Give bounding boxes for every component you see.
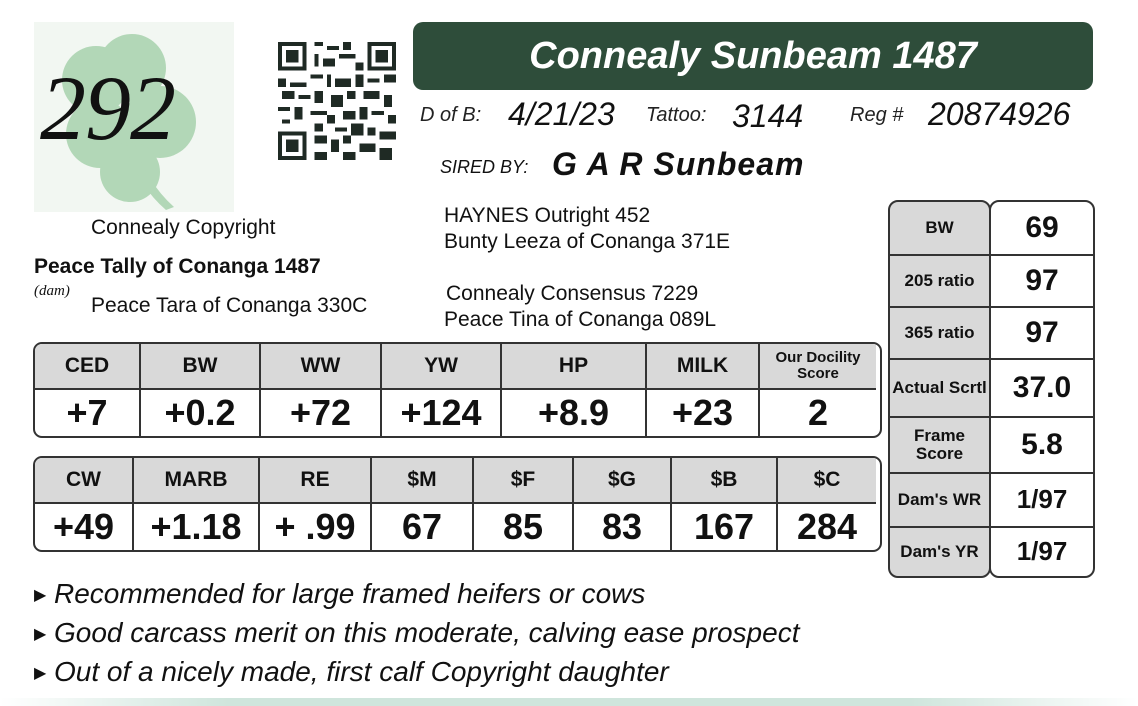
header-b: $B	[670, 458, 776, 502]
sire-name: G A R Sunbeam	[552, 146, 805, 182]
comment-item: ▶ Good carcass merit on this moderate, calving ease prospect	[34, 614, 799, 653]
dam-dam-dam: Peace Tina of Conanga 089L	[444, 308, 717, 331]
value-marb: +1.18	[132, 502, 258, 550]
label-actual-scrtl: Actual Scrtl	[890, 358, 989, 416]
dob-label: D of B:	[420, 104, 482, 126]
header-yw: YW	[380, 344, 500, 388]
header-f: $F	[472, 458, 572, 502]
value-m: 67	[370, 502, 472, 550]
header-docility: Our Docility Score	[758, 344, 876, 388]
bottom-divider	[0, 698, 1138, 706]
reg-label: Reg #	[850, 104, 904, 126]
triangle-right-icon: ▶	[34, 665, 47, 683]
value-g: 83	[572, 502, 670, 550]
header-hp: HP	[500, 344, 645, 388]
value-docility: 2	[758, 388, 876, 436]
sire-dam: Bunty Leeza of Conanga 371E	[444, 230, 731, 253]
value-365-ratio: 97	[991, 306, 1093, 358]
epd-table-1	[33, 342, 882, 438]
header-ww: WW	[259, 344, 380, 388]
value-dams-wr: 1/97	[991, 472, 1093, 526]
performance-values	[989, 200, 1095, 578]
epd-table-2-header	[35, 458, 880, 502]
lot-number: 292	[40, 57, 175, 159]
comments-list	[34, 575, 799, 692]
label-dams-yr: Dam's YR	[890, 526, 989, 576]
sired-by-label: SIRED BY:	[440, 157, 529, 177]
dob-value: 4/21/23	[508, 96, 615, 132]
value-b: 167	[670, 502, 776, 550]
epd-table-1-values	[35, 388, 880, 436]
label-205-ratio: 205 ratio	[890, 254, 989, 306]
header-re: RE	[258, 458, 370, 502]
dam-sire: Connealy Copyright	[91, 216, 276, 239]
performance-labels	[888, 200, 991, 578]
header-c: $C	[776, 458, 876, 502]
value-actual-scrtl: 37.0	[991, 358, 1093, 416]
dam-tag: (dam)	[34, 283, 70, 299]
reg-value: 20874926	[928, 96, 1071, 132]
value-milk: +23	[645, 388, 758, 436]
header-bw: BW	[139, 344, 259, 388]
epd-table-2	[33, 456, 882, 552]
value-c: 284	[776, 502, 876, 550]
value-ced: +7	[35, 388, 139, 436]
dam-dam-sire: Connealy Consensus 7229	[446, 282, 699, 305]
value-frame-score: 5.8	[991, 416, 1093, 472]
value-ww: +72	[259, 388, 380, 436]
epd-table-2-values	[35, 502, 880, 550]
header-cw: CW	[35, 458, 132, 502]
header-g: $G	[572, 458, 670, 502]
animal-name-banner	[413, 22, 1093, 90]
dam-dam: Peace Tara of Conanga 330C	[91, 294, 368, 317]
label-365-ratio: 365 ratio	[890, 306, 989, 358]
tattoo-value: 3144	[732, 98, 804, 134]
comment-item: ▶ Out of a nicely made, first calf Copyright daughter	[34, 653, 799, 692]
value-bw: +0.2	[139, 388, 259, 436]
header-ced: CED	[35, 344, 139, 388]
value-re: + .99	[258, 502, 370, 550]
triangle-right-icon: ▶	[34, 626, 47, 644]
qr-code-icon	[278, 42, 396, 160]
comment-item: ▶ Recommended for large framed heifers or cows	[34, 575, 799, 614]
sire-sire: HAYNES Outright 452	[444, 204, 651, 227]
value-side-bw: 69	[1025, 211, 1059, 245]
value-205-ratio: 97	[991, 254, 1093, 306]
header-m: $M	[370, 458, 472, 502]
value-cw: +49	[35, 502, 132, 550]
value-hp: +8.9	[500, 388, 645, 436]
header-marb: MARB	[132, 458, 258, 502]
value-f: 85	[472, 502, 572, 550]
value-yw: +124	[380, 388, 500, 436]
label-dams-wr: Dam's WR	[890, 472, 989, 526]
dam-name: Peace Tally of Conanga 1487	[34, 255, 321, 278]
label-bw: BW	[925, 218, 954, 238]
header-milk: MILK	[645, 344, 758, 388]
label-frame-score: Frame Score	[890, 416, 989, 472]
triangle-right-icon: ▶	[34, 587, 47, 605]
tattoo-label: Tattoo:	[646, 104, 707, 126]
epd-table-1-header	[35, 344, 880, 388]
value-dams-yr: 1/97	[991, 526, 1093, 576]
animal-name: Connealy Sunbeam 1487	[529, 35, 977, 77]
performance-table	[888, 200, 1095, 578]
